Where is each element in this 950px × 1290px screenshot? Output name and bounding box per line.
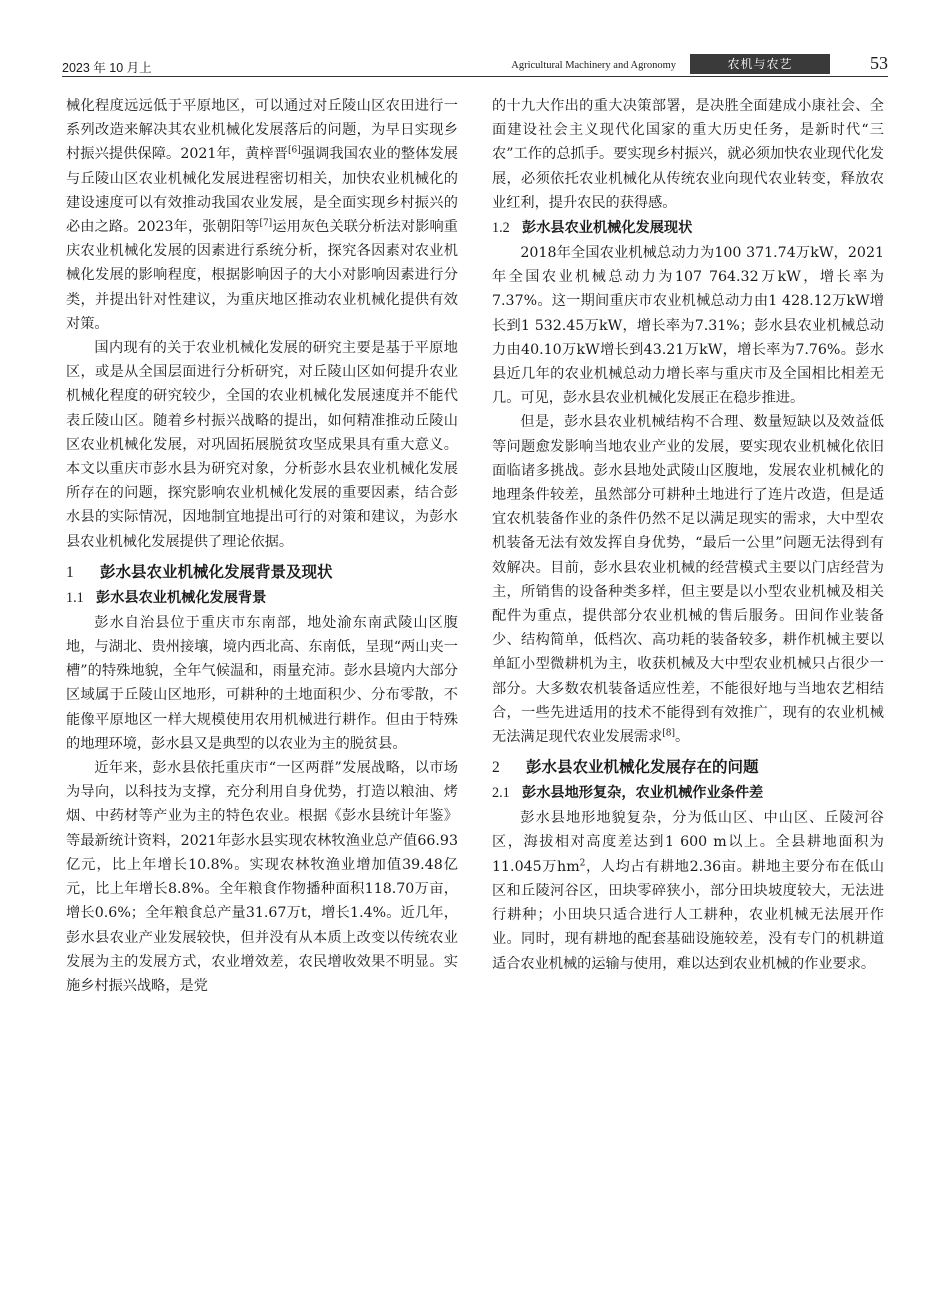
paragraph: 2018年全国农业机械总动力为100 371.74万kW，2021年全国农业机械总动力为107 764.32万kW，增长率为7.37%。这一期间重庆市农业机械总动力由1 428.12万kW增长到1 532.45万kW，增长率为7.31%；彭水县农业机械总动力由40.10万kW增长到43.21万kW，增长率为7.76%。彭水县近几年的农业机械总动力增长率与重庆市及全国相比相差无几。可见，彭水县农业机械化发展正在稳步推进。: [492, 245, 884, 407]
subsection-heading: 2.1 彭水县地形复杂，农业机械作业条件差: [492, 785, 764, 802]
left-column: [66, 94, 458, 998]
citation: [8]: [662, 728, 676, 739]
subsection-heading: 1.2 彭水县农业机械化发展现状: [492, 220, 693, 237]
paragraph: 国内现有的关于农业机械化发展的研究主要是基于平原地区，或是从全国层面进行分析研究，对丘陵山区如何提升农业机械化程度的研究较少，全国的农业机械化发展速度并不能代表丘陵山区。随着乡村振兴战略的提出，如何精准推动丘陵山区农业机械化发展，对巩固拓展脱贫攻坚成果具有重大意义。本文以重庆市彭水县为研究对象，分析彭水县农业机械化发展所存在的问题，探究影响农业机械化发展的重要因素，结合彭水县的实际情况，因地制宜地提出可行的对策和建议，为彭水县农业机械化发展提供了理论依据。: [66, 340, 458, 550]
paragraph: 彭水自治县位于重庆市东南部，地处渝东南武陵山区腹地，与湖北、贵州接壤，境内西北高、东南低，呈现“两山夹一槽”的特殊地貌，全年气候温和，雨量充沛。彭水县境内大部分区域属于丘陵山区地形，可耕种的土地面积少、分布零散，不能像平原地区一样大规模使用农用机械进行耕作。但由于特殊的地理环境，彭水县又是典型的以农业为主的脱贫县。: [66, 614, 458, 752]
page-header: [62, 46, 888, 76]
superscript: 2: [579, 857, 586, 868]
paragraph: 但是，彭水县农业机械结构不合理、数量短缺以及效益低等问题愈发影响当地农业产业的发展，要实现农业机械化依旧面临诸多挑战。彭水县地处武陵山区腹地，发展农业机械化的地理条件较差，虽然部分可耕种土地进行了连片改造，但是适宜农机装备作业的条件仍然不足以满足现实的需求，大中型农机装备无法有效发挥自身优势，“最后一公里”问题无法得到有效解决。目前，彭水县农业机械的经营模式主要以门店经营为主，所销售的设备种类多样，但主要是以小型农业机械及相关配件为重点，提供部分农业机械的售后服务。田间作业装备少、结构简单，低档次、高功耗的装备较多，耕作机械主要以单缸小型微耕机为主，收获机械及大中型农业机械只占很少一部分。大多数农机装备适应性差，不能很好地与当地农艺相结合，一些先进适用的技术不能得到有效推广，现有的农业机械无法满足现代农业发展需求[8]。: [492, 414, 884, 746]
paragraph: 的十九大作出的重大决策部署，是决胜全面建成小康社会、全面建设社会主义现代化国家的重大历史任务，是新时代“三农”工作的总抓手。要实现乡村振兴，就必须加快农业现代化发展，必须依托农业机械化从传统农业向现代农业转变，释放农业红利，提升农民的获得感。: [492, 98, 884, 211]
journal-name: Agricultural Machinery and Agronomy: [511, 60, 676, 71]
section-heading: 1 彭水县农业机械化发展背景及现状: [66, 562, 333, 581]
section-heading: 2 彭水县农业机械化发展存在的问题: [492, 758, 759, 777]
paragraph: 彭水县地形地貌复杂，分为低山区、中山区、丘陵河谷区，海拔相对高度差达到1 600 m以上。全县耕地面积为11.045万$hm^2$，人均占有耕地2.36亩。耕地主要分布在低山区和丘陵河谷区，田块零碎狭小，部分田块坡度较大，无法进行耕种；小田块只适合进行人工耕种，农业机械无法展开作业。同时，现有耕地的配套基础设施较差，没有专门的机耕道适合农业机械的运输与使用，难以达到农业机械的作业要求。: [492, 810, 885, 972]
header-rule: [62, 76, 888, 77]
citation: [6]: [288, 145, 301, 156]
paragraph: 近年来，彭水县依托重庆市“一区两群”发展战略，以市场为导向，以科技为支撑，充分利用自身优势，打造以粮油、烤烟、中药材等产业为主的特色农业。根据《彭水县统计年鉴》等最新统计资料，2021年彭水县实现农林牧渔业总产值66.93亿元，比上年增长10.8%。实现农林牧渔业增加值39.48亿元，比上年增长8.8%。全年粮食作物播种面积118.70万亩，增长0.6%；全年粮食总产量31.67万t，增长1.4%。近几年，彭水县农业产业发展较快，但并没有从本质上改变以传统农业发展为主的发展方式，农业增效差，农民增收效果不明显。实施乡村振兴战略，是党: [66, 760, 458, 994]
right-column: [492, 94, 884, 976]
page-number: 53: [870, 53, 888, 73]
subsection-heading: 1.1 彭水县农业机械化发展背景: [66, 589, 267, 606]
issue-date: 2023 年 10 月上: [62, 61, 152, 75]
paragraph: 械化程度远远低于平原地区，可以通过对丘陵山区农田进行一系列改造来解决其农业机械化发展落后的问题，为早日实现乡村振兴提供保障。2021年，黄梓晋[6]强调我国农业的整体发展与丘陵山区农业机械化发展进程密切相关，加快农业机械化的建设速度可以有效推动我国农业发展，是全面实现乡村振兴的必由之路。2023年，张朝阳等[7]运用灰色关联分析法对影响重庆农业机械化发展的因素进行系统分析，探究各因素对农业机械化发展的影响程度，根据影响因子的大小对影响因素进行分类，并提出针对性建议，为重庆地区推动农业机械化提供有效对策。: [66, 98, 458, 332]
section-badge: 农机与农艺: [690, 54, 830, 74]
citation: [7]: [259, 218, 273, 229]
